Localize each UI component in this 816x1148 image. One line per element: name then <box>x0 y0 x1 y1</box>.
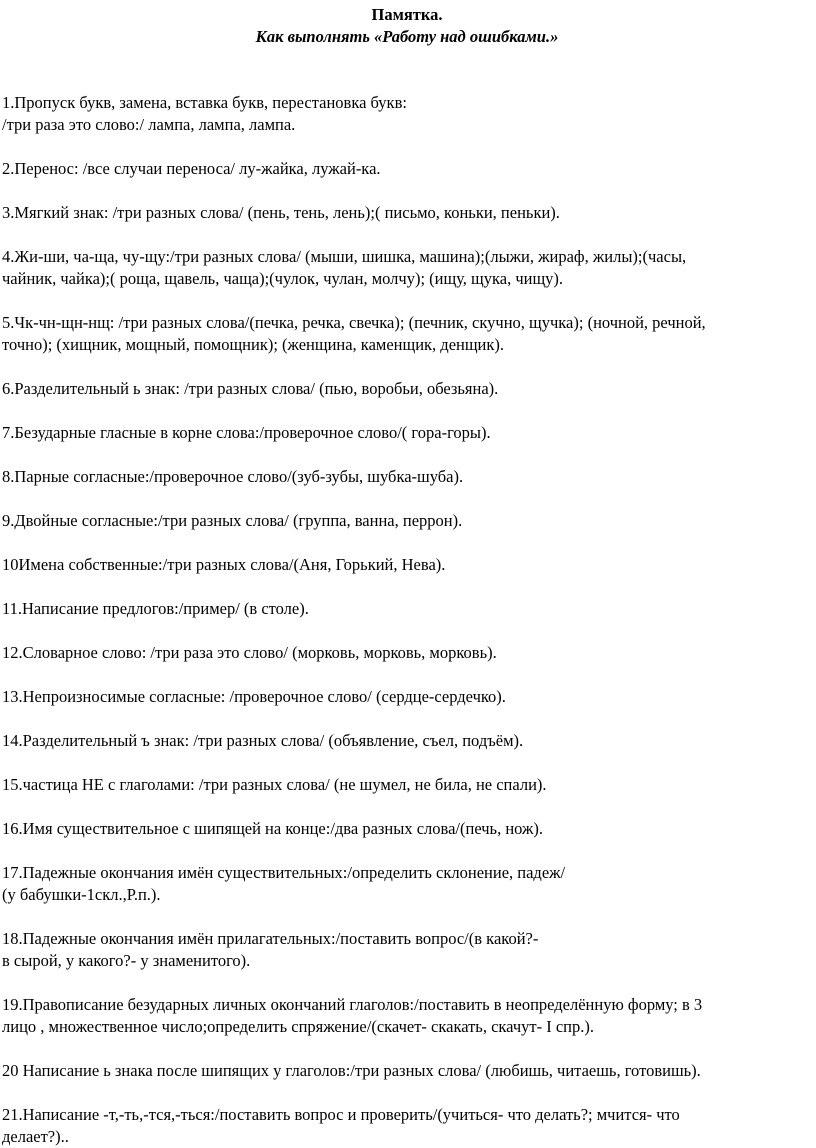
rule-item-4: 4.Жи-ши, ча-ща, чу-щу:/три разных слова/ (мыши, шишка, машина);(лыжи, жираф, жилы);(часы, чайник, чайка);( роща, щавель, чаща);(чулок, чулан, молчу); (ищу, щука, чищу). <box>2 247 687 288</box>
rule-item-15: 15.частица НЕ с глаголами: /три разных слова/ (не шумел, не била, не спали). <box>2 775 547 794</box>
rule-item-17: 17.Падежные окончания имён существительных:/определить склонение, падеж/ (у бабушки-1скл.,Р.п.). <box>2 863 566 904</box>
rule-item-13: 13.Непроизносимые согласные: /проверочное слово/ (сердце-сердечко). <box>2 687 506 706</box>
rule-item-18: 18.Падежные окончания имён прилагательных:/поставить вопрос/(в какой?- в сырой, у какого?- у знаменитого). <box>2 929 539 970</box>
rule-item-21: 21.Написание -т,-ть,-тся,-ться:/поставить вопрос и проверить/(учиться- что делать?; мчится- что делает?).. <box>2 1105 680 1146</box>
rule-item-19: 19.Правописание безударных личных окончаний глаголов:/поставить в неопределённую форму; в 3 лицо , множественное число;определить спряжение/(скачет- скакать, скачут- I спр.). <box>2 995 703 1036</box>
rule-item-11: 11.Написание предлогов:/пример/ (в столе). <box>2 599 309 618</box>
rule-item-20: 20 Написание ь знака после шипящих у глаголов:/три разных слова/ (любишь, читаешь, готовишь). <box>2 1061 701 1080</box>
rule-item-8: 8.Парные согласные:/проверочное слово/(зуб-зубы, шубка-шуба). <box>2 467 464 486</box>
rule-item-6: 6.Разделительный ь знак: /три разных слова/ (пью, воробьи, обезьяна). <box>2 379 499 398</box>
rule-item-10: 10Имена собственные:/три разных слова/(Аня, Горький, Нева). <box>2 555 446 574</box>
rule-item-2: 2.Перенос: /все случаи переноса/ лу-жайка, лужай-ка. <box>2 159 381 178</box>
rule-item-14: 14.Разделительный ъ знак: /три разных слова/ (объявление, съел, подъём). <box>2 731 524 750</box>
rule-item-1: 1.Пропуск букв, замена, вставка букв, перестановка букв: /три раза это слово:/ лампа, лампа, лампа. <box>2 93 407 134</box>
rule-item-5: 5.Чк-чн-щн-нщ: /три разных слова/(печка, речка, свечка); (печник, скучно, щучка); (ночной, речной, точно); (хищник, мощный, помощник); (женщина, каменщик, денщик). <box>2 313 706 354</box>
rule-item-16: 16.Имя существительное с шипящей на конце:/два разных слова/(печь, нож). <box>2 819 544 838</box>
rule-item-9: 9.Двойные согласные:/три разных слова/ (группа, ванна, перрон). <box>2 511 463 530</box>
rules-list <box>2 92 812 1148</box>
rule-item-3: 3.Мягкий знак: /три разных слова/ (пень, тень, лень);( письмо, коньки, пеньки). <box>2 203 560 222</box>
memo-title: Памятка. <box>371 5 443 24</box>
memo-subtitle: Как выполнять «Работу над ошибками.» <box>255 27 559 46</box>
rule-item-7: 7.Безударные гласные в корне слова:/проверочное слово/( гора-горы). <box>2 423 491 442</box>
rule-item-12: 12.Словарное слово: /три раза это слово/ (морковь, морковь, морковь). <box>2 643 497 662</box>
